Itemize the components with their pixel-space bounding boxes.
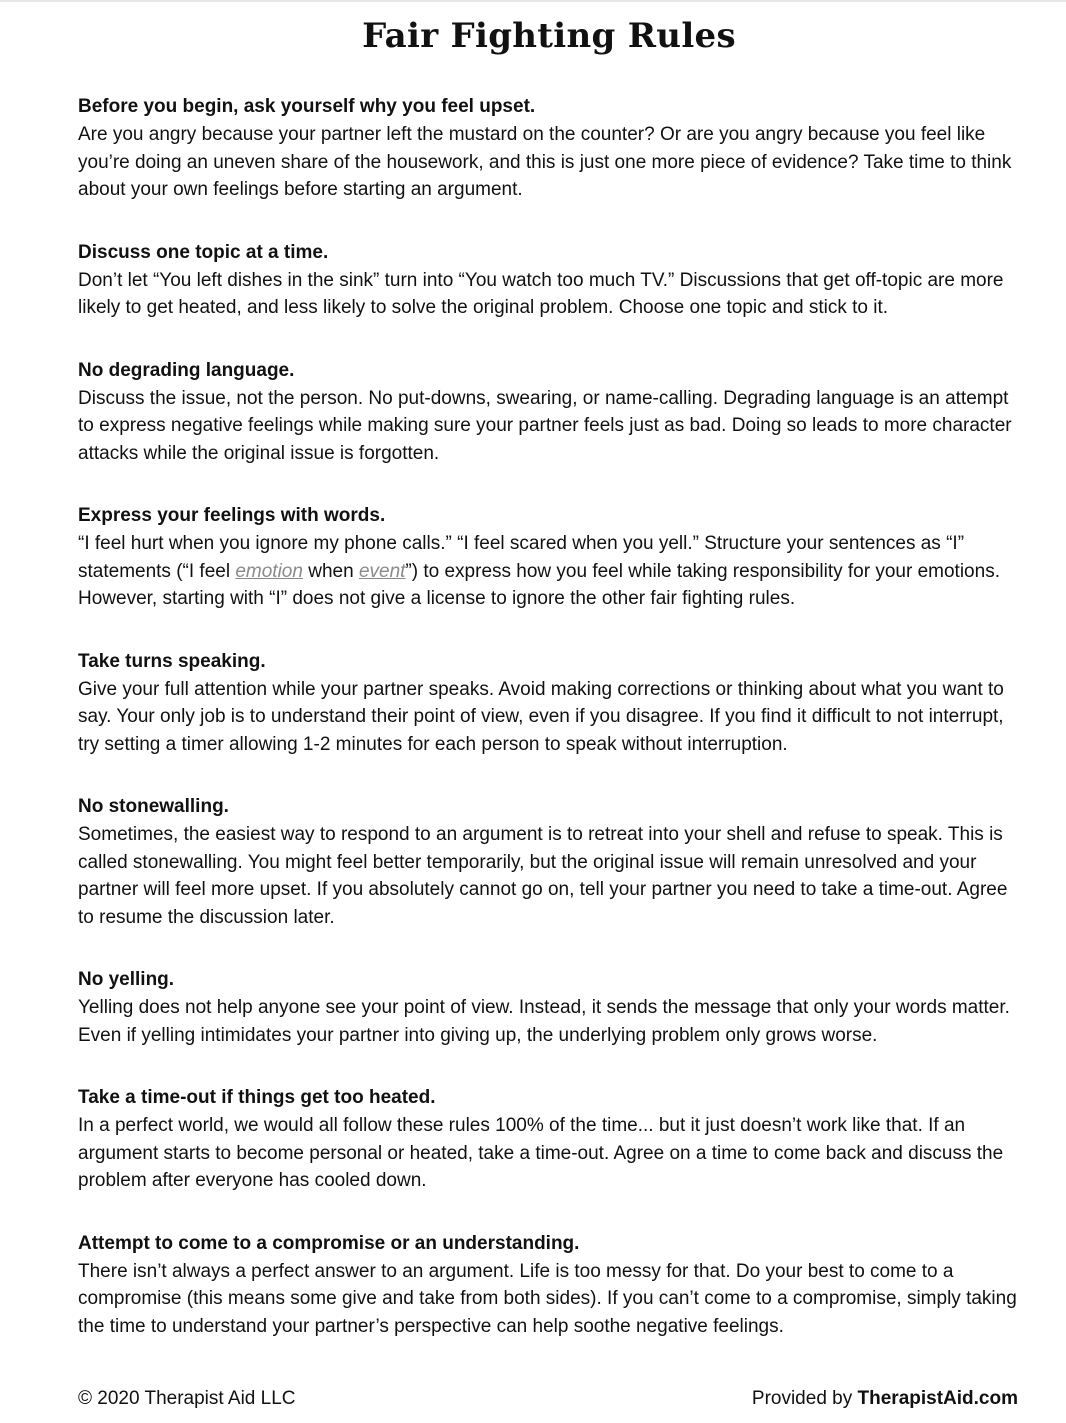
rule-heading: Discuss one topic at a time. — [78, 241, 329, 263]
rule-section — [78, 648, 1028, 759]
top-divider — [0, 0, 1066, 2]
rule-body-text: “I feel hurt when you ignore my phone calls.” “I feel scared when you yell.” Structure your sentences as “I” statements (“I feel — [78, 533, 965, 582]
rule-body-text: ”) to express how you feel while taking responsibility for your emotions. However, starting with “I” does not give a license to ignore the other fair fighting rules. — [78, 560, 1000, 609]
rule-body-text: when — [302, 560, 359, 582]
rule-body: Sometimes, the easiest way to respond to an argument is to retreat into your shell and refuse to speak. This is called stonewalling. You might feel better temporarily, but the original issue will remain unresolved and your partner will feel more upset. If you absolutely cannot go on, tell your partner you need to take a time-out. Agree to resume the discussion later. — [78, 824, 1008, 928]
rule-section — [78, 966, 1028, 1049]
brand-link[interactable]: TherapistAid.com — [857, 1388, 1018, 1409]
rule-heading: Take a time-out if things get too heated. — [78, 1087, 436, 1108]
provided-by — [752, 1386, 1018, 1412]
rule-section — [78, 93, 1028, 204]
event-placeholder: event — [358, 560, 406, 582]
rule-section — [78, 1084, 1028, 1195]
rule-body: Yelling does not help anyone see your point of view. Instead, it sends the message that only your words matter. Even if yelling intimidates your partner into giving up, the underlying problem only grows worse. — [78, 997, 1010, 1046]
emotion-placeholder: emotion — [235, 560, 303, 582]
rule-heading: Attempt to come to a compromise or an understanding. — [78, 1232, 580, 1254]
rule-section — [78, 793, 1028, 931]
rule-body: Are you angry because your partner left the mustard on the counter? Or are you angry because you feel like you’re doing an uneven share of the housework, and this is just one more piece of evidence? Take time to think about your own feelings before starting an argument. — [78, 124, 1012, 200]
rule-body — [78, 530, 1028, 613]
provided-by-label: Provided by — [751, 1388, 858, 1409]
rule-section — [78, 502, 1028, 613]
rule-body: Give your full attention while your partner speaks. Avoid making corrections or thinking about what you want to say. Your only job is to understand their point of view, even if you disagree. If you find it difficult to not interrupt, try setting a timer allowing 1-2 minutes for each person to speak without interruption. — [78, 678, 1004, 755]
rule-heading: No yelling. — [78, 969, 175, 990]
rule-section — [78, 357, 1028, 468]
rule-heading: Before you begin, ask yourself why you feel upset. — [78, 96, 536, 117]
rules-list — [78, 93, 1028, 1375]
rule-section — [78, 1230, 1028, 1341]
rule-body: In a perfect world, we would all follow these rules 100% of the time... but it just doesn’t work like that. If an argument starts to become personal or heated, take a time-out. Agree on a time to come back and discuss the problem after everyone has cooled down. — [78, 1115, 1004, 1191]
rule-body: Discuss the issue, not the person. No put-downs, swearing, or name-calling. Degrading language is an attempt to express negative feelings while making sure your partner feels just as bad. Doing so leads to more character attacks while the original issue is forgotten. — [78, 387, 1012, 464]
rule-heading: Take turns speaking. — [78, 650, 266, 672]
rule-heading: Express your feelings with words. — [78, 505, 386, 526]
rule-body: Don’t let “You left dishes in the sink” turn into “You watch too much TV.” Discussions that get off-topic are more likely to get heated, and less likely to solve the original problem. Choose one topic and stick to it. — [78, 269, 1004, 318]
copyright-notice: © 2020 Therapist Aid LLC — [78, 1388, 296, 1409]
rule-body: There isn’t always a perfect answer to an argument. Life is too messy for that. Do your best to come to a compromise (this means some give and take from both sides). If you can’t come to a compromise, simply taking the time to understand your partner’s perspective can help soothe negative feelings. — [78, 1260, 1017, 1337]
page-title: Fair Fighting Rules — [362, 16, 736, 56]
rule-heading: No stonewalling. — [78, 796, 229, 817]
rule-section — [78, 239, 1028, 322]
rule-heading: No degrading language. — [78, 359, 295, 381]
